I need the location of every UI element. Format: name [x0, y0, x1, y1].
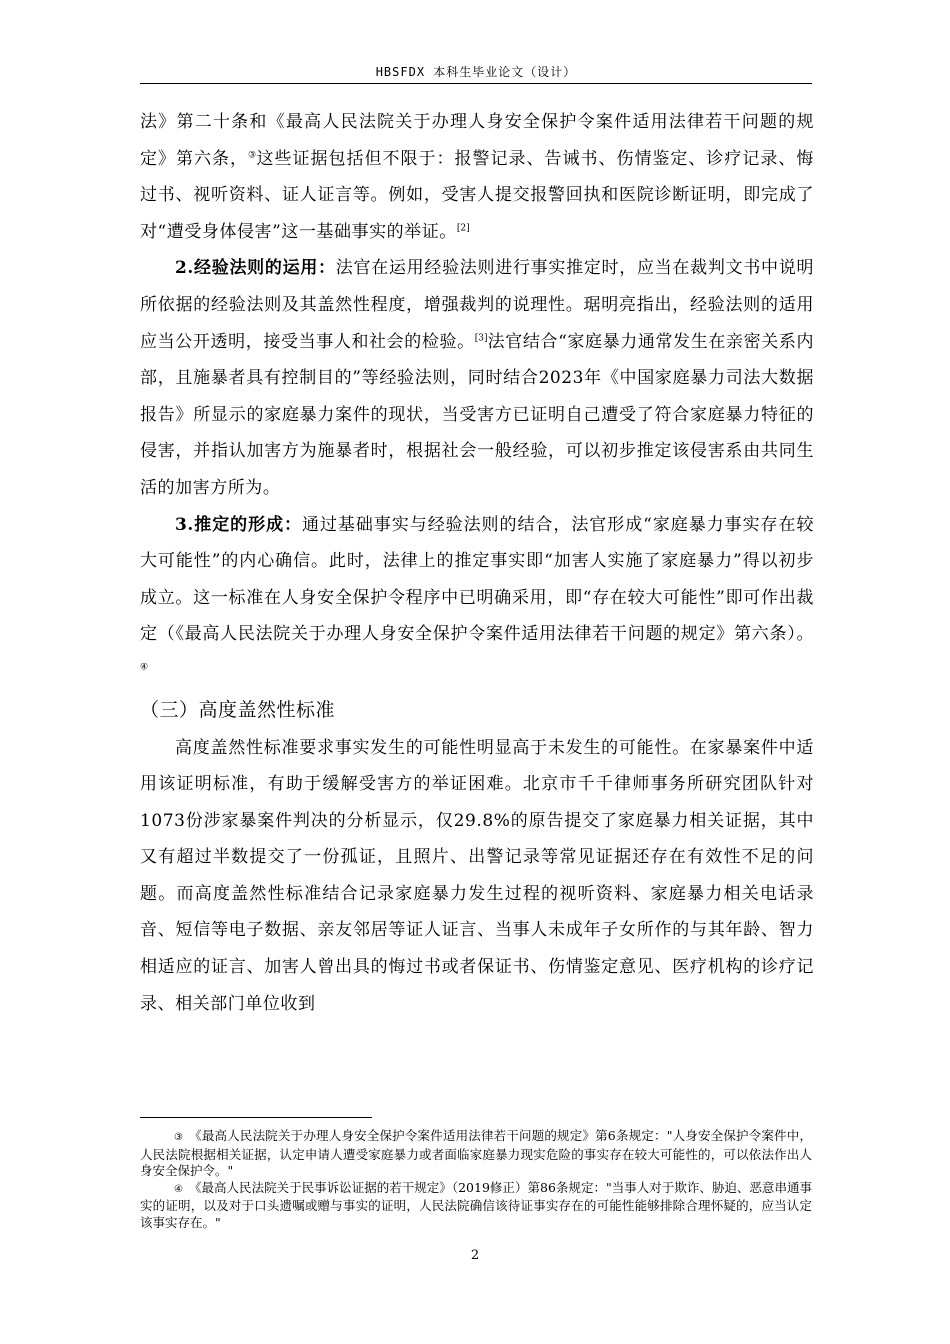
- page-number: 2: [470, 1248, 480, 1263]
- paragraph-evidence-continuation: [140, 104, 814, 250]
- footnote-item: [140, 1180, 812, 1232]
- header-rule: [140, 83, 812, 84]
- footnotes: [140, 1128, 812, 1231]
- running-header: HBSFDX 本科生毕业论文（设计）: [375, 65, 577, 79]
- paragraph-text: 通过基础事实与经验法则的结合，法官形成“家庭暴力事实存在较大可能性”的内心确信。此时，法律上的推定事实即“加害人实施了家庭暴力”得以初步成立。这一标准在人身安全保护令程序中已明确采用，即“存在较大可能性”即可作出裁定（《最高人民法院关于办理人身安全保护令案件适用法律若干问题的规定》第六条）。: [140, 514, 815, 645]
- section-heading: （三）高度盖然性标准: [140, 698, 336, 721]
- paragraph-lead: 3.推定的形成：: [175, 514, 302, 535]
- footnote-marker[interactable]: ④: [140, 662, 149, 673]
- footnote-marker[interactable]: ③: [247, 150, 257, 161]
- body-text: [140, 104, 814, 1022]
- paragraph-text: 高度盖然性标准要求事实发生的可能性明显高于未发生的可能性。在家暴案件中适用该证明标准，有助于缓解受害方的举证困难。北京市千千律师事务所研究团队针对1073份涉家暴案件判决的分析显示，仅29.8%的原告提交了家庭暴力相关证据，其中又有超过半数提交了一份孤证，且照片、出警记录等常见证据还存在有效性不足的问题。而高度盖然性标准结合记录家庭暴力发生过程的视听资料、家庭暴力相关电话录音、短信等电子数据、亲友邻居等证人证言、当事人未成年子女所作的与其年龄、智力相适应的证言、加害人曾出具的悔过书或者保证书、伤情鉴定意见、医疗机构的诊疗记录、相关部门单位收到: [140, 737, 814, 1014]
- paragraph-text: 法官结合“家庭暴力通常发生在亲密关系内部，且施暴者具有控制目的”等经验法则，同时结合2023年《中国家庭暴力司法大数据报告》所显示的家庭暴力案件的现状，当受害方已证明自己遭受了符合家庭暴力特征的侵害，并指认加害方为施暴者时，根据社会一般经验，可以初步推定该侵害系由共同生活的加害方所为。: [140, 331, 814, 498]
- paragraph-presumption-formation: [140, 507, 814, 690]
- citation-marker[interactable]: [2]: [456, 223, 470, 234]
- paragraph-high-probability-standard: [140, 730, 814, 1023]
- paragraph-empirical-rules: [140, 250, 814, 506]
- footnote-separator: [140, 1117, 372, 1118]
- paragraph-lead: 2.经验法则的运用：: [175, 258, 336, 279]
- paragraph-text: 这些证据包括但不限于：报警记录、告诫书、伤情鉴定、诊疗记录、悔过书、视听资料、证人证言等。例如，受害人提交报警回执和医院诊断证明，即完成了对“遭受身体侵害”这一基础事实的举证。: [140, 148, 814, 242]
- footnote-number: ④: [174, 1183, 183, 1195]
- footnote-item: [140, 1128, 812, 1180]
- paragraph-text: 法》第二十条和《最高人民法院关于办理人身安全保护令案件适用法律若干问题的规定》第六条，: [140, 112, 814, 169]
- paragraph-text: 法官在运用经验法则进行事实推定时，应当在裁判文书中说明所依据的经验法则及其盖然性程度，增强裁判的说理性。琚明亮指出，经验法则的适用应当公开透明，接受当事人和社会的检验。: [140, 258, 814, 352]
- footnote-number: ③: [174, 1132, 184, 1143]
- citation-marker[interactable]: [3]: [474, 333, 488, 344]
- footnote-text: 《最高人民法院关于办理人身安全保护令案件适用法律若干问题的规定》第6条规定："人身安全保护令案件中，人民法院根据相关证据，认定申请人遭受家庭暴力或者面临家庭暴力现实危险的事实存在较大可能性的，可以依法作出人身安全保护令。": [140, 1128, 812, 1178]
- footnote-text: 《最高人民法院关于民事诉讼证据的若干规定》（2019修正）第86条规定："当事人对于欺诈、胁迫、恶意串通事实的证明，以及对于口头遗嘱或赠与事实的证明，人民法院确信该待证事实存在的可能性能够排除合理怀疑的，应当认定该事实存在。": [140, 1179, 812, 1230]
